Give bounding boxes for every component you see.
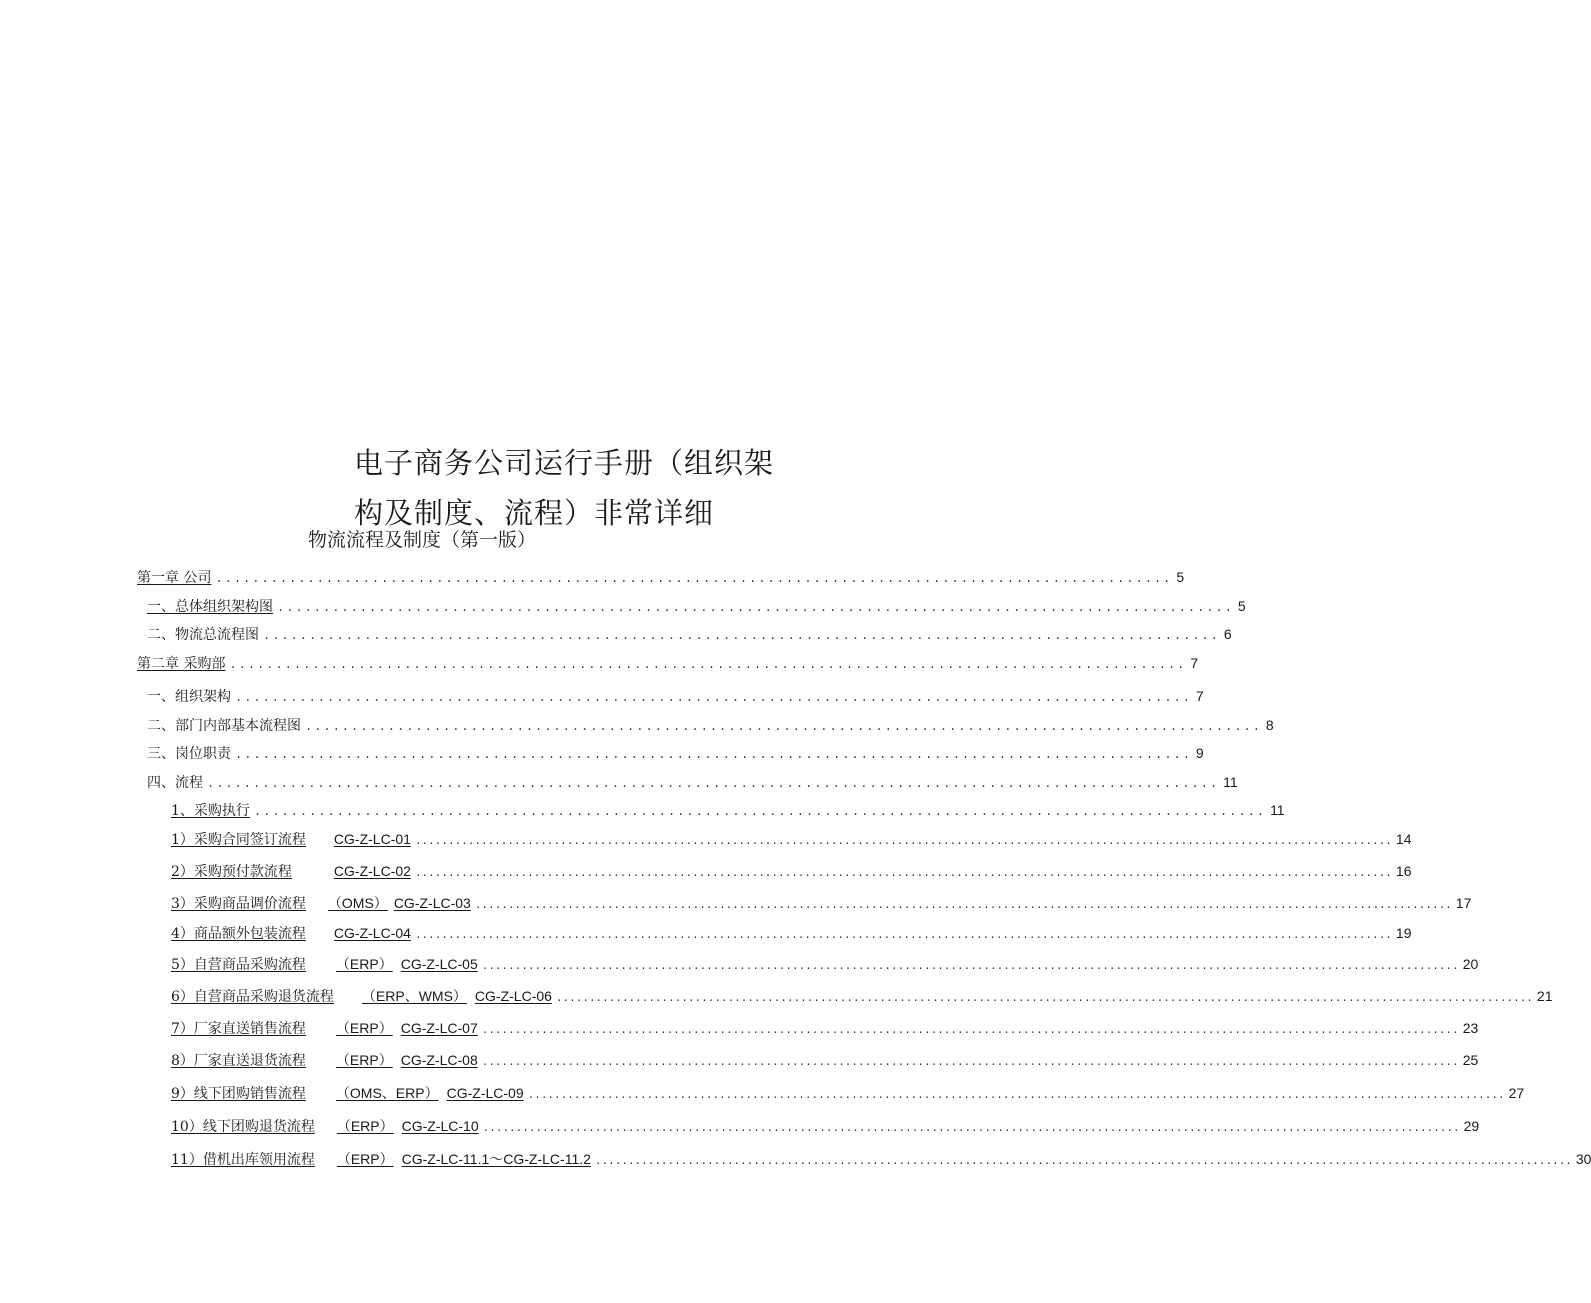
toc-entry-link[interactable]	[171, 1017, 478, 1040]
toc-page-number: 14	[1395, 831, 1412, 847]
toc-leader-dots: ....................................................................................................................................................	[481, 1025, 1459, 1037]
title-line-1: 电子商务公司运行手册（组织架	[354, 446, 775, 480]
toc-page-number: 7	[1195, 688, 1204, 704]
toc-entry-label[interactable]: 二、物流总流程图	[147, 627, 259, 643]
toc-process-code: CG-Z-LC-03	[393, 895, 471, 911]
toc-leader-dots: ....................................................................................................................................................	[414, 868, 1392, 880]
toc-entry-link[interactable]	[171, 1082, 524, 1105]
toc-entry-process-04[interactable]	[171, 922, 1412, 944]
toc-page-number: 25	[1462, 1052, 1479, 1068]
toc-entry-label[interactable]: 第二章 采购部	[137, 656, 226, 672]
toc-page-number: 21	[1536, 988, 1553, 1004]
toc-entry-link[interactable]	[171, 892, 471, 915]
toc-entry-link[interactable]	[171, 1049, 478, 1072]
toc-entry-process-06[interactable]	[171, 985, 1553, 1007]
toc-process-code: CG-Z-LC-09	[446, 1085, 524, 1101]
toc-process-code: CG-Z-LC-08	[400, 1052, 478, 1068]
document-subtitle: 物流流程及制度（第一版）	[308, 529, 537, 551]
toc-entry-link[interactable]	[171, 985, 552, 1008]
toc-entry-chapter-2[interactable]	[137, 652, 1199, 674]
toc-leader-dots: ........................................................................................................	[235, 691, 1192, 705]
toc-leader-dots: ........................................................................................................	[229, 658, 1187, 672]
toc-entry-link[interactable]	[171, 1148, 591, 1171]
toc-entry-job-duties[interactable]	[147, 742, 1204, 764]
toc-system-tag: （ERP）	[336, 1151, 394, 1167]
toc-leader-dots: ..............................................................................................................	[253, 805, 1267, 819]
toc-entry-processes[interactable]	[147, 771, 1238, 793]
toc-entry-label: 7）厂家直送销售流程	[171, 1021, 306, 1037]
toc-entry-label[interactable]: 一、组织架构	[147, 689, 231, 705]
toc-leader-dots: ........................................................................................................	[263, 629, 1220, 643]
toc-leader-dots: ........................................................................................................	[235, 748, 1192, 762]
toc-leader-dots: ....................................................................................................................................................	[555, 993, 1533, 1005]
toc-page-number: 30	[1575, 1151, 1591, 1167]
toc-process-code: CG-Z-LC-04	[333, 925, 411, 941]
toc-entry-link[interactable]	[171, 860, 411, 883]
toc-entry-label[interactable]: 一、总体组织架构图	[147, 599, 273, 615]
toc-system-tag: （ERP）	[336, 1118, 394, 1134]
toc-entry-department-flow[interactable]	[147, 714, 1274, 736]
toc-page-number: 5	[1237, 598, 1246, 614]
toc-process-code: CG-Z-LC-06	[474, 988, 552, 1004]
toc-process-code: CG-Z-LC-07	[400, 1020, 478, 1036]
toc-entry-label: 2）采购预付款流程	[171, 864, 292, 880]
toc-page-number: 19	[1395, 925, 1412, 941]
toc-entry-label[interactable]: 1、采购执行	[171, 803, 250, 819]
toc-entry-link[interactable]	[171, 828, 411, 851]
toc-leader-dots: ....................................................................................................................................................	[594, 1156, 1572, 1168]
toc-entry-label: 9）线下团购销售流程	[171, 1086, 306, 1102]
toc-system-tag: （ERP、WMS）	[361, 988, 467, 1004]
toc-system-tag: （ERP）	[335, 956, 393, 972]
toc-entry-process-03[interactable]	[171, 892, 1472, 914]
toc-entry-label: 10）线下团购退货流程	[171, 1119, 315, 1135]
toc-leader-dots: ........................................................................................................	[305, 720, 1262, 734]
toc-page-number: 11	[1223, 774, 1238, 790]
toc-entry-process-11[interactable]	[171, 1148, 1591, 1170]
toc-entry-label: 6）自营商品采购退货流程	[171, 989, 334, 1005]
toc-entry-label: 4）商品额外包装流程	[171, 926, 306, 942]
toc-leader-dots: ....................................................................................................................................................	[481, 961, 1459, 973]
toc-entry-label: 5）自营商品采购流程	[171, 957, 306, 973]
toc-entry-organization[interactable]	[147, 685, 1204, 707]
toc-entry-process-05[interactable]	[171, 953, 1479, 975]
toc-entry-purchase-execution[interactable]	[171, 799, 1285, 821]
toc-page-number: 23	[1462, 1020, 1479, 1036]
toc-system-tag: （ERP）	[335, 1020, 393, 1036]
toc-page-number: 20	[1462, 956, 1479, 972]
toc-entry-chapter-1[interactable]	[137, 566, 1185, 588]
toc-entry-label[interactable]: 四、流程	[147, 775, 203, 791]
toc-process-code: CG-Z-LC-11.1～CG-Z-LC-11.2	[401, 1151, 591, 1167]
toc-leader-dots: ....................................................................................................................................................	[474, 900, 1452, 912]
toc-entry-process-02[interactable]	[171, 860, 1412, 882]
toc-page-number: 17	[1455, 895, 1472, 911]
toc-entry-process-07[interactable]	[171, 1017, 1479, 1039]
toc-entry-org-chart[interactable]	[147, 595, 1246, 617]
toc-entry-process-09[interactable]	[171, 1082, 1525, 1104]
toc-leader-dots: ..............................................................................................................	[207, 777, 1220, 791]
toc-leader-dots: ....................................................................................................................................................	[482, 1123, 1460, 1135]
toc-leader-dots: ....................................................................................................................................................	[481, 1057, 1459, 1069]
toc-entry-link[interactable]	[171, 1115, 479, 1138]
toc-page-number: 16	[1395, 863, 1412, 879]
toc-page-number: 5	[1176, 569, 1185, 585]
toc-entry-process-01[interactable]	[171, 828, 1412, 850]
toc-entry-label[interactable]: 二、部门内部基本流程图	[147, 718, 301, 734]
toc-entry-process-10[interactable]	[171, 1115, 1480, 1137]
toc-entry-label: 1）采购合同签订流程	[171, 832, 306, 848]
toc-entry-label: 8）厂家直送退货流程	[171, 1053, 306, 1069]
toc-system-tag: （OMS）	[327, 895, 388, 911]
toc-leader-dots: ........................................................................................................	[215, 572, 1173, 586]
toc-entry-label: 11）借机出库领用流程	[171, 1152, 315, 1168]
toc-entry-label[interactable]: 三、岗位职责	[147, 746, 231, 762]
toc-page-number: 9	[1195, 745, 1204, 761]
title-line-2: 构及制度、流程）非常详细	[354, 496, 715, 530]
toc-process-code: CG-Z-LC-01	[333, 831, 411, 847]
toc-page-number: 8	[1265, 717, 1274, 733]
toc-leader-dots: ....................................................................................................................................................	[414, 930, 1392, 942]
toc-entry-process-08[interactable]	[171, 1049, 1479, 1071]
toc-process-code: CG-Z-LC-10	[401, 1118, 479, 1134]
toc-page-number: 7	[1190, 655, 1199, 671]
toc-entry-link[interactable]	[171, 953, 478, 976]
toc-system-tag: （ERP）	[335, 1052, 393, 1068]
toc-leader-dots: ....................................................................................................................................................	[414, 836, 1392, 848]
toc-leader-dots: ....................................................................................................................................................	[527, 1090, 1505, 1102]
toc-entry-label: 3）采购商品调价流程	[171, 896, 306, 912]
toc-system-tag: （OMS、ERP）	[335, 1085, 439, 1101]
toc-process-code: CG-Z-LC-05	[400, 956, 478, 972]
toc-entry-label[interactable]: 第一章 公司	[137, 570, 212, 586]
toc-page-number: 29	[1463, 1118, 1480, 1134]
toc-page-number: 27	[1508, 1085, 1525, 1101]
toc-page-number: 11	[1270, 802, 1285, 818]
toc-process-code: CG-Z-LC-02	[333, 863, 411, 879]
toc-page-number: 6	[1223, 626, 1232, 642]
toc-leader-dots: ........................................................................................................	[277, 601, 1234, 615]
toc-entry-link[interactable]	[171, 922, 411, 945]
toc-entry-logistics-flow[interactable]	[147, 623, 1232, 645]
